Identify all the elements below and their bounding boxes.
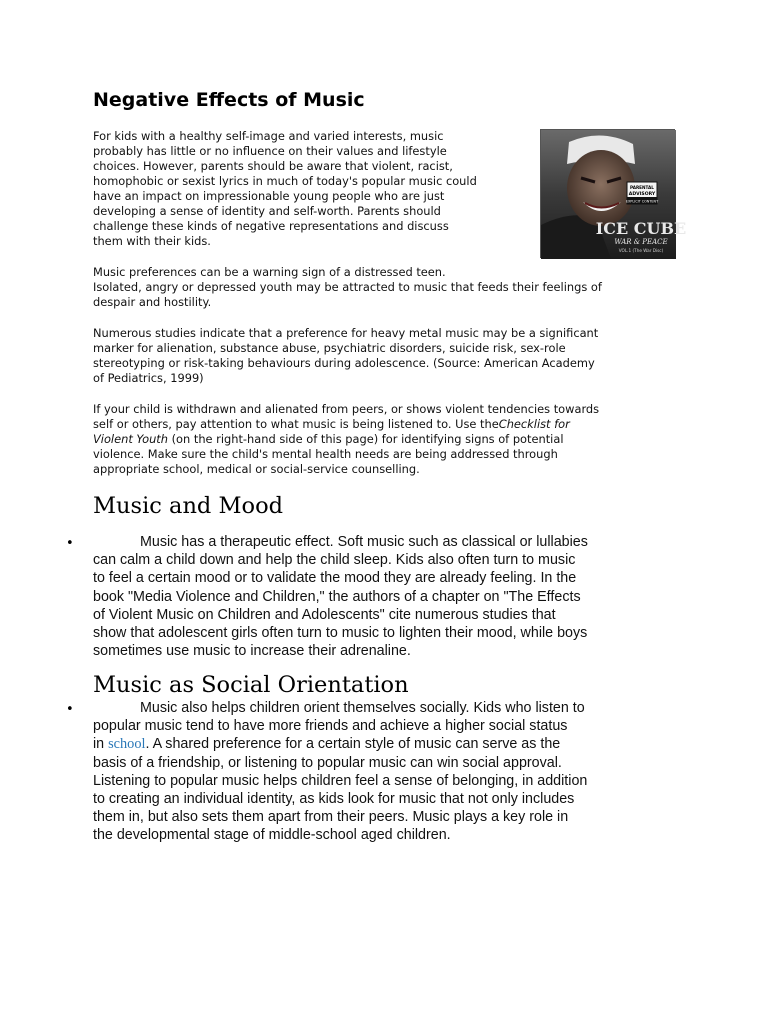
text-line (93, 533, 588, 551)
school-link[interactable]: school (108, 736, 146, 753)
text-line: them in, but also sets them apart from their peers. Music plays a key role in (93, 809, 569, 826)
text-line (93, 417, 599, 432)
text-line: Listening to popular music helps children feel a sense of belonging, in addition (93, 772, 588, 789)
text-line: For kids with a healthy self-image and varied interests, music (93, 129, 444, 143)
advisory-text: ADVISORY (628, 192, 656, 197)
text-line (93, 699, 587, 717)
text-line: Isolated, angry or depressed youth may be attracted to music that feeds their feelings of (93, 280, 602, 294)
section-heading-music-and-mood: Music and Mood (93, 493, 284, 519)
checklist-title: Checklist for (498, 417, 570, 431)
text-line: Numerous studies indicate that a preference for heavy metal music may be a significant (93, 326, 599, 340)
text-line: of Pediatrics, 1999) (93, 371, 204, 385)
bullet-icon: • (66, 536, 74, 551)
section-heading-social-orientation: Music as Social Orientation (93, 672, 409, 698)
text-line: Music preferences can be a warning sign of a distressed teen. (93, 265, 446, 279)
bullet-paragraph-social-orientation (93, 699, 587, 845)
text-line: developing a sense of identity and self-worth. Parents should (93, 204, 441, 218)
text-line: homophobic or sexist lyrics in much of today's popular music could (93, 174, 477, 188)
text-line (93, 735, 587, 753)
text-line: them with their kids. (93, 234, 211, 248)
paragraph-withdrawn-child (93, 402, 599, 477)
album-title: WAR & PEACE (614, 238, 668, 246)
text-line: book "Media Violence and Children," the authors of a chapter on "The Effects (93, 588, 581, 605)
text-line: sometimes use music to increase their adrenaline. (93, 643, 411, 660)
text-line: If your child is withdrawn and alienated from peers, or shows violent tendencies towards (93, 402, 600, 416)
text-line: challenge these kinds of negative representations and discuss (93, 219, 449, 233)
advisory-text: PARENTAL (630, 185, 654, 190)
text-line: choices. However, parents should be aware that violent, racist, (93, 159, 453, 173)
text-line: popular music tend to have more friends and achieve a higher social status (93, 718, 568, 735)
text-line (93, 432, 599, 447)
text-line: of Violent Music on Children and Adolescents" cite numerous studies that (93, 606, 556, 623)
text-segment: (on the right-hand side of this page) for identifying signs of potential (167, 432, 564, 446)
checklist-title: Violent Youth (93, 432, 168, 446)
text-line: the developmental stage of middle-school aged children. (93, 827, 451, 844)
album-cover-image (540, 129, 687, 258)
text-segment: in (93, 736, 109, 753)
text-line: stereotyping or risk-taking behaviours during adolescence. (Source: American Academy (93, 356, 595, 370)
text-segment: . A shared preference for a certain style of music can serve as the (145, 736, 561, 753)
text-line: basis of a friendship, or listening to popular music can win social approval. (93, 754, 562, 771)
text-line: have an impact on impressionable young people who are just (93, 189, 445, 203)
bullet-paragraph-music-and-mood (93, 533, 588, 660)
text-line: to creating an individual identity, as kids look for music that not only includes (93, 791, 575, 808)
album-volume: VOL.1 (The War Disc) (618, 248, 664, 253)
text-line: show that adolescent girls often turn to music to lighten their mood, while boys (93, 625, 588, 642)
text-line: probably has little or no influence on their values and lifestyle (93, 144, 447, 158)
text-segment: Music has a therapeutic effect. Soft music such as classical or lullabies (140, 534, 588, 550)
bullet-icon: • (66, 702, 74, 717)
text-line: can calm a child down and help the child sleep. Kids also often turn to music (93, 552, 576, 569)
paragraph-studies (93, 326, 598, 386)
advisory-text: EXPLICIT CONTENT (625, 199, 659, 204)
album-artist: ICE CUBE (595, 219, 687, 238)
text-line: to feel a certain mood or to validate the mood they are already feeling. In the (93, 570, 577, 587)
text-segment: Music also helps children orient themselves socially. Kids who listen to (140, 700, 585, 716)
text-line: despair and hostility. (93, 295, 212, 309)
text-line: marker for alienation, substance abuse, psychiatric disorders, suicide risk, sex-role (93, 341, 566, 355)
page-title: Negative Effects of Music (93, 89, 365, 111)
text-line: appropriate school, medical or social-service counselling. (93, 462, 420, 476)
intro-paragraph (93, 129, 477, 249)
paragraph-warning-sign (93, 265, 602, 310)
text-segment: self or others, pay attention to what music is being listened to. Use the (93, 417, 499, 431)
text-line: violence. Make sure the child's mental health needs are being addressed through (93, 447, 558, 461)
